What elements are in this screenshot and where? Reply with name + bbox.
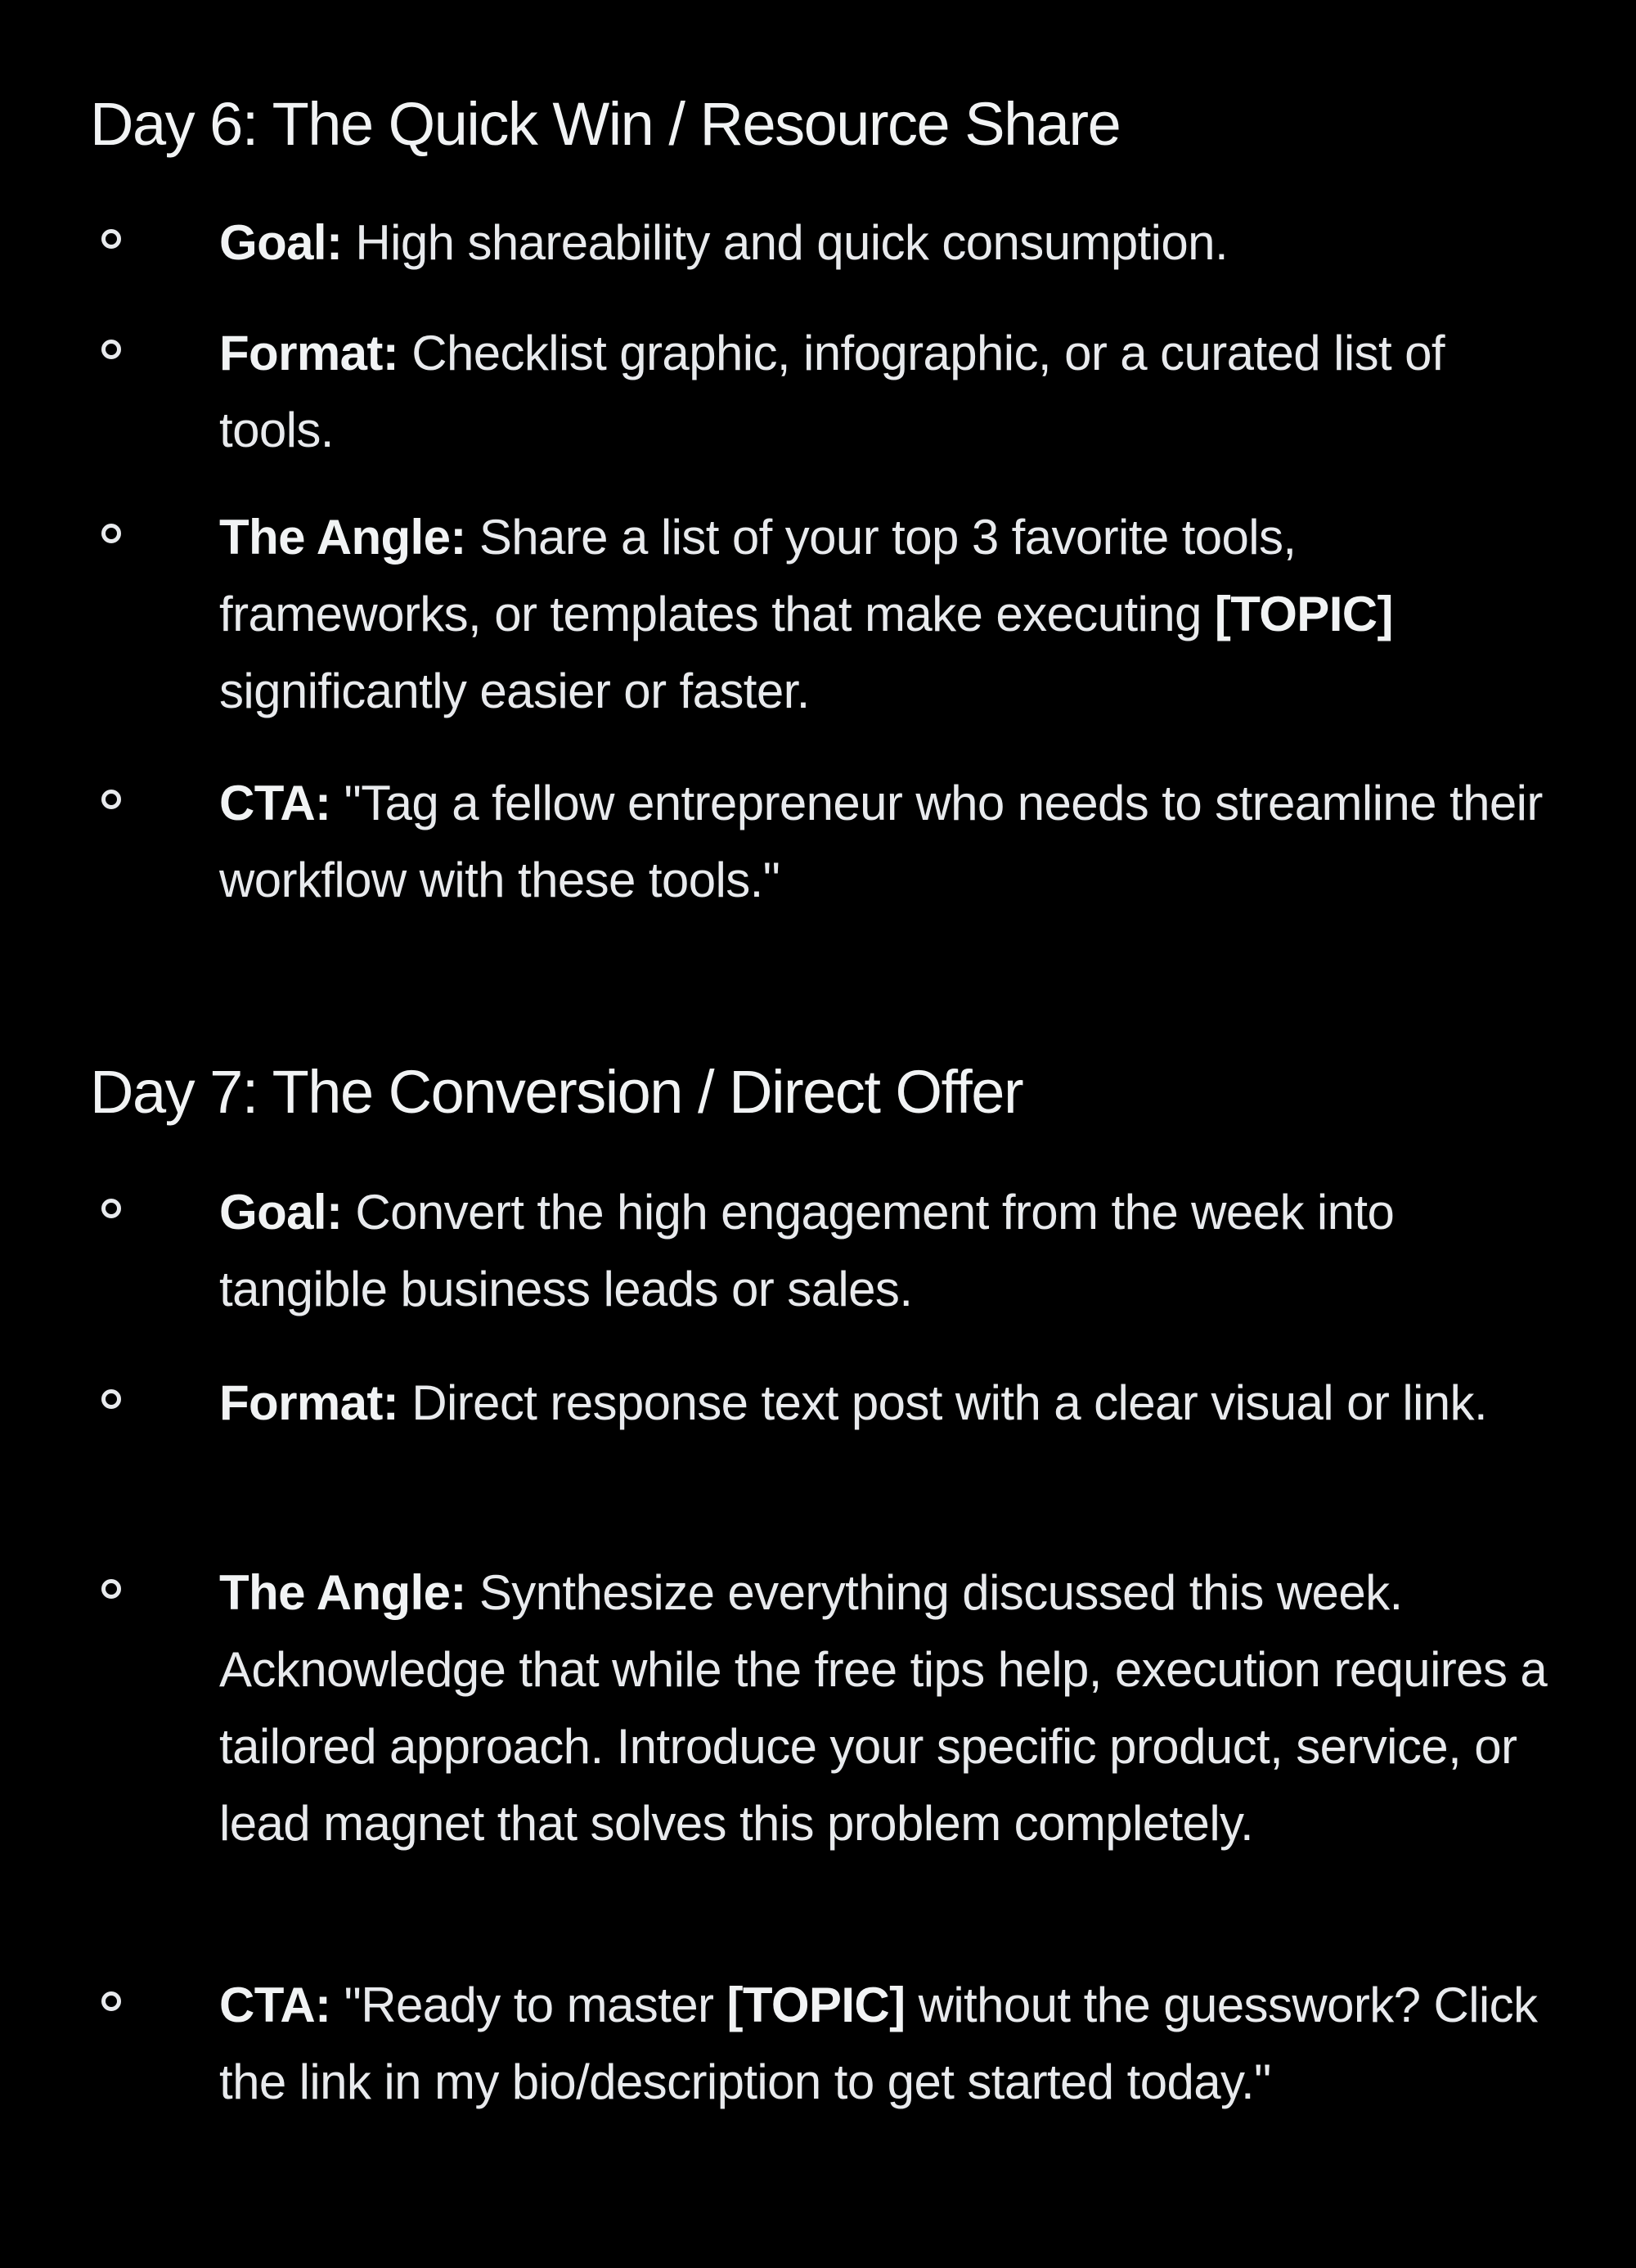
item-body-after: significantly easier or faster. <box>219 664 810 718</box>
list-item-text <box>219 205 1569 281</box>
item-label: Format: <box>219 1375 399 1430</box>
circle-bullet-icon <box>101 340 121 359</box>
item-body: Synthesize everything discussed this week. Acknowledge that while the free tips help, execution requires a tailored approach. Introduce your specific product, service, or lead magnet that solves this problem completely. <box>219 1565 1548 1851</box>
item-body: Checklist graphic, infographic, or a curated list of tools. <box>219 326 1445 457</box>
item-label: CTA: <box>219 1978 331 2032</box>
item-body: Direct response text post with a clear visual or link. <box>398 1375 1488 1430</box>
circle-bullet-icon <box>101 790 121 809</box>
list-item-text <box>219 315 1569 469</box>
list-item-text <box>219 499 1569 730</box>
list-item-text <box>219 1967 1569 2121</box>
list-item-text <box>219 1365 1569 1442</box>
circle-bullet-icon <box>101 1389 121 1409</box>
section-heading: Day 7: The Conversion / Direct Offer <box>90 1058 1023 1126</box>
circle-bullet-icon <box>101 229 121 249</box>
circle-bullet-icon <box>101 1199 121 1218</box>
item-body: Share a list of your top 3 favorite tools, frameworks, or templates that make executing <box>219 510 1297 641</box>
section-heading: Day 6: The Quick Win / Resource Share <box>90 90 1121 158</box>
item-label: The Angle: <box>219 510 466 565</box>
circle-bullet-icon <box>101 524 121 543</box>
circle-bullet-icon <box>101 1579 121 1599</box>
list-item-text <box>219 1555 1569 1862</box>
topic-placeholder: [TOPIC] <box>726 1978 906 2032</box>
item-body-after: without the guesswork? Click the link in my bio/description to get started today." <box>219 1978 1538 2109</box>
list-item-text <box>219 1174 1569 1328</box>
topic-placeholder: [TOPIC] <box>1214 587 1393 641</box>
item-body: "Tag a fellow entrepreneur who needs to streamline their workflow with these tools." <box>219 776 1543 907</box>
list-item-text <box>219 765 1569 919</box>
item-body: Convert the high engagement from the week into tangible business leads or sales. <box>219 1185 1395 1316</box>
item-body: "Ready to master <box>330 1978 727 2032</box>
item-label: The Angle: <box>219 1565 466 1620</box>
item-label: Format: <box>219 326 399 380</box>
item-label: Goal: <box>219 215 343 270</box>
item-label: CTA: <box>219 776 331 830</box>
circle-bullet-icon <box>101 1991 121 2011</box>
item-label: Goal: <box>219 1185 343 1240</box>
item-body: High shareability and quick consumption. <box>342 215 1229 270</box>
